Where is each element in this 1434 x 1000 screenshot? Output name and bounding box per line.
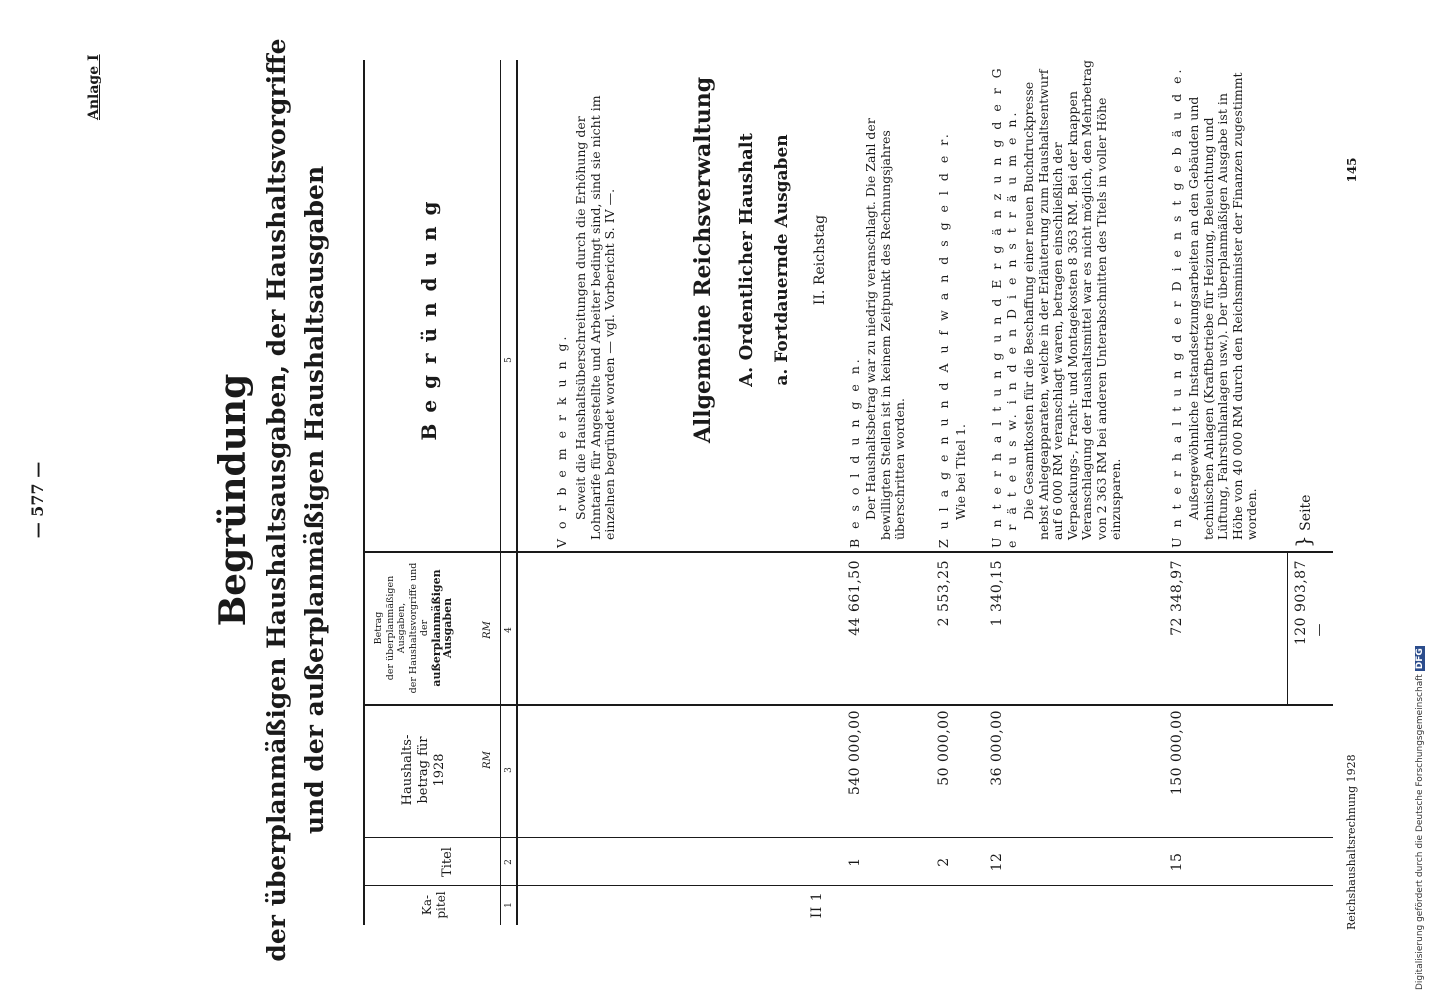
header-begruendung: B e g r ü n d u n g xyxy=(417,199,441,441)
brace-icon: } xyxy=(1291,535,1315,548)
col-number-2: 2 xyxy=(504,859,514,865)
vorbemerkung-heading: V o r b e m e r k u n g. xyxy=(554,333,569,548)
digitization-text: Digitalisierung gefördert durch die Deutsche Forschungsgemeinschaft xyxy=(1415,674,1425,990)
total-rule xyxy=(1287,551,1288,706)
kapitel-ref: II 1 xyxy=(809,891,825,919)
header-betrag-line3: der Haushaltsvorgriffe und der xyxy=(407,562,430,694)
section-heading-3: a. Fortdauernde Ausgaben xyxy=(772,134,792,386)
footer-title: Reichshaushaltsrechnung 1928 xyxy=(1345,754,1358,930)
annex-label: Anlage I xyxy=(86,54,102,120)
col-divider-3 xyxy=(363,704,1333,706)
row4-betrag1928: 150 000,00 xyxy=(1169,710,1185,796)
header-betrag xyxy=(373,556,454,700)
header-betrag-line2: der überplanmäßigen Ausgaben, xyxy=(384,575,407,681)
col-divider-4 xyxy=(363,551,1333,553)
total-label-text: Seite xyxy=(1298,494,1314,531)
digitization-note xyxy=(1415,646,1425,990)
header-kapitel: Ka- pitel xyxy=(420,891,448,919)
row4-titel: 15 xyxy=(1169,852,1185,872)
total-value: 120 903,87 xyxy=(1293,560,1309,646)
col-number-1: 1 xyxy=(504,902,514,908)
document-title: Begründung xyxy=(212,373,254,627)
header-titel: Titel xyxy=(440,847,455,877)
col-number-5: 5 xyxy=(504,357,514,363)
row1-heading: B e s o l d u n g e n. xyxy=(847,356,862,548)
col-divider-2 xyxy=(363,837,1333,838)
header-betrag-line4: außerplanmäßigen Ausgaben xyxy=(429,569,454,687)
header-haushalt-unit: RM xyxy=(482,751,493,769)
row4-heading: U n t e r h a l t u n g d e r D i e n s t g e b ä u d e. xyxy=(1169,66,1184,548)
column-number-top-line xyxy=(500,60,501,925)
col-divider-1 xyxy=(363,885,1333,886)
row3-titel: 12 xyxy=(989,852,1005,872)
col-number-3: 3 xyxy=(504,767,514,773)
dfg-logo-icon: DFG xyxy=(1415,648,1425,670)
section-heading-2: A. Ordentlicher Haushalt xyxy=(736,133,757,387)
section-heading-4: II. Reichstag xyxy=(812,214,828,306)
row1-titel: 1 xyxy=(847,857,863,867)
header-haushalt: Haushalts- betrag für 1928 xyxy=(400,734,447,806)
row2-betrag1928: 50 000,00 xyxy=(936,710,952,786)
row3-betrag1928: 36 000,00 xyxy=(989,710,1005,786)
document-subtitle-2: und der außerplanmäßigen Haushaltsausgaben xyxy=(300,165,329,835)
vorbemerkung-text: Soweit die Haushaltsüberschreitungen durch die Erhöhung der Lohntarife für Angestellte und Arbeiter bedingt sind, sind sie nicht im einzelnen begründet worden — vgl. Vorbericht S. IV —. xyxy=(573,95,617,540)
row1-text: Der Haushaltsbetrag war zu niedrig veranschlagt. Die Zahl der bewilligten Stellen ist in keinem Zeitpunkt des Rechnungsjahres überschritten worden. xyxy=(863,118,907,540)
row2-heading: Z u l a g e n u n d A u f w a n d s g e l d e r. xyxy=(936,131,951,548)
footer-page-number: 145 xyxy=(1345,157,1359,183)
page-number: — 577 — xyxy=(28,461,47,539)
section-heading-1: Allgemeine Reichsverwaltung xyxy=(690,76,716,444)
row2-ueberplan: 2 553,25 xyxy=(936,560,952,627)
row2-text: Wie bei Titel 1. xyxy=(953,423,968,520)
row2-titel: 2 xyxy=(936,857,952,867)
total-dash: — xyxy=(1312,623,1327,637)
header-betrag-line1: Betrag xyxy=(373,611,384,645)
col-number-4: 4 xyxy=(504,627,514,633)
row4-ueberplan: 72 348,97 xyxy=(1169,560,1185,636)
table-top-border xyxy=(363,60,365,925)
row4-text: Außergewöhnliche Instandsetzungsarbeiten an den Gebäuden und technischen Anlagen (Kraftbetriebe für Heizung, Beleuchtung und Lüftung, Fahrstuhlanlagen usw.). Der überplanmäßigen Ausgabe ist in Höhe von 40 000 RM durch den Reichsminister der Finanzen zugestimmt worden. xyxy=(1186,72,1259,540)
document-subtitle-1: der überplanmäßigen Haushaltsausgaben, der Haushaltsvorgriffe xyxy=(262,38,291,962)
row1-ueberplan: 44 661,50 xyxy=(847,560,863,636)
row3-text: Die Gesamtkosten für die Beschaffung einer neuen Buchdruckpresse nebst Anlegeapparaten, welche in der Erläuterung zum Haushaltsentwurf auf 6 000 RM veranschlagt waren, betragen einschließlich der Verpackungs-, Fracht- und Montagekosten 8 363 RM. Bei der knappen Veranschlagung der Haushaltsmittel war es nicht möglich, den Mehrbetrag von 2 363 RM bei anderen Unterabschnitten des Titels in voller Höhe einzusparen. xyxy=(1021,60,1123,540)
row3-heading: U n t e r h a l t u n g u n d E r g ä n z u n g d e r G e r ä t e u s w. i n d e n D i e n s t r ä u m e n. xyxy=(989,65,1019,548)
header-betrag-unit: RM xyxy=(482,621,493,639)
row1-betrag1928: 540 000,00 xyxy=(847,710,863,796)
row3-ueberplan: 1 340,15 xyxy=(989,560,1005,627)
total-label xyxy=(1291,468,1315,548)
